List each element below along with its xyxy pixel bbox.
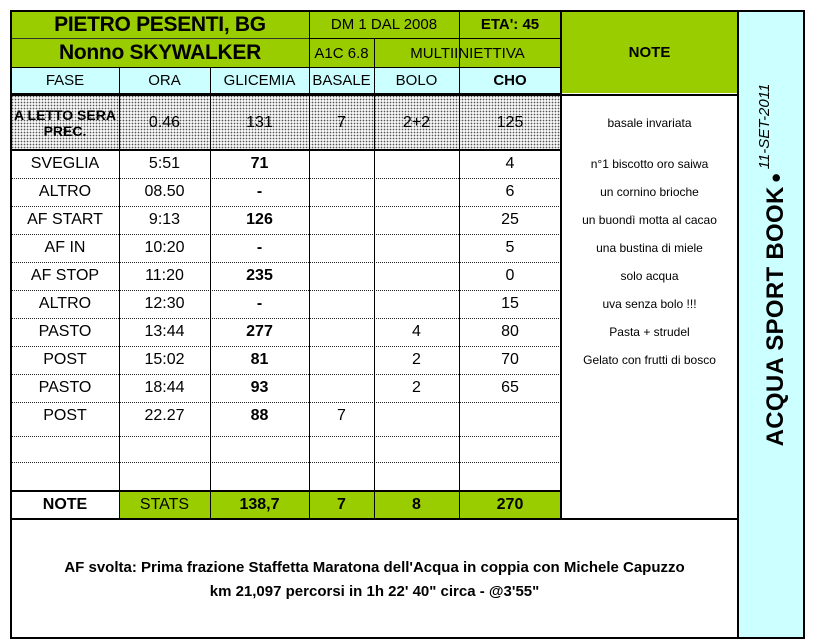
row-note: Pasta + strudel: [609, 325, 690, 339]
footer-note: [11, 556, 738, 608]
previous-night-basale: 7: [337, 113, 346, 131]
row-cho: 65: [501, 379, 519, 396]
previous-night-glicemia: 131: [246, 113, 273, 131]
row-ora: 13:44: [144, 323, 185, 340]
row-basale: [309, 150, 374, 178]
row-ora: 5:51: [148, 155, 181, 172]
row-note: [561, 402, 738, 430]
row-cho: [459, 436, 561, 462]
row-bolo: [374, 436, 459, 462]
row-basale: 7: [337, 407, 346, 424]
footer-note-line-2: km 21,097 percorsi in 1h 22' 40" circa - @3'55": [209, 583, 540, 600]
stats-cho-total: 270: [496, 496, 524, 513]
row-divider: [11, 462, 561, 463]
column-divider: [374, 39, 375, 518]
row-fase: AF START: [27, 211, 103, 228]
row-basale: [309, 436, 374, 462]
row-ora: 15:02: [144, 351, 185, 368]
row-cho: 25: [501, 211, 519, 228]
row-divider: [11, 346, 561, 347]
row-basale: [309, 290, 374, 318]
column-header-basale: BASALE: [312, 71, 371, 89]
sidebar-date: 11-SET-2011: [755, 83, 773, 170]
row-basale: [309, 234, 374, 262]
row-basale: [309, 318, 374, 346]
row-glicemia: [210, 462, 309, 490]
stats-glicemia-average: 138,7: [239, 496, 280, 513]
row-bolo: [374, 206, 459, 234]
row-cho: 5: [505, 239, 515, 256]
row-ora: 18:44: [144, 379, 185, 396]
row-bolo: [374, 150, 459, 178]
therapy-type: MULTIINIETTIVA: [410, 44, 525, 62]
notes-title: NOTE: [628, 43, 671, 61]
row-bolo: [374, 290, 459, 318]
row-basale: [309, 346, 374, 374]
row-bolo: 2: [412, 379, 421, 396]
row-basale: [309, 206, 374, 234]
column-divider: [210, 67, 211, 518]
row-ora: 12:30: [144, 295, 185, 312]
stats-bolo-total: 8: [412, 496, 421, 513]
row-note: uva senza bolo !!!: [602, 297, 697, 311]
row-fase: AF STOP: [30, 267, 100, 284]
sidebar-left-border: [737, 10, 739, 639]
row-divider: [11, 262, 561, 263]
row-ora: 10:20: [144, 239, 185, 256]
row-cho: [459, 402, 561, 430]
row-basale: [309, 462, 374, 490]
stats-basale-total: 7: [337, 496, 346, 513]
row-note: [561, 436, 738, 462]
row-glicemia: 88: [250, 407, 269, 424]
row-cho: 80: [501, 323, 519, 340]
row-fase: PASTO: [38, 379, 92, 396]
sheet-right-border: [803, 10, 805, 639]
row-divider: [11, 234, 561, 235]
row-ora: 11:20: [145, 267, 184, 284]
row-note: [561, 374, 738, 402]
row-ora: 9:13: [148, 211, 181, 228]
sheet-left-border: [10, 10, 12, 639]
row-cho: 6: [505, 183, 515, 200]
row-glicemia: [210, 436, 309, 462]
sheet-bottom-border: [10, 637, 804, 639]
footer-note-line-1: AF svolta: Prima frazione Staffetta Maratona dell'Acqua in coppia con Michele Capuzzo: [64, 559, 685, 576]
row-fase: POST: [43, 407, 87, 424]
row-glicemia: 81: [250, 351, 269, 368]
row-glicemia: 277: [246, 323, 273, 340]
first-row-bottom-border: [10, 149, 562, 151]
row-cho: [459, 462, 561, 490]
row-glicemia: 71: [250, 155, 269, 172]
row-fase: [11, 462, 119, 490]
column-divider: [119, 67, 120, 518]
patient-name: PIETRO PESENTI, BG: [54, 13, 266, 36]
row-divider: [11, 178, 561, 179]
sidebar-bullet: •: [760, 173, 791, 183]
column-header-cho: CHO: [493, 71, 527, 89]
row-fase: [11, 436, 119, 462]
row-fase: ALTRO: [38, 183, 92, 200]
column-header-glicemia: GLICEMIA: [223, 71, 296, 89]
row-divider: [11, 402, 561, 403]
header-line-columns: [11, 67, 561, 68]
row-note: una bustina di miele: [596, 241, 703, 255]
row-glicemia: 93: [250, 379, 269, 396]
patient-age: ETA': 45: [480, 16, 540, 33]
row-bolo: [374, 262, 459, 290]
row-note: Gelato con frutti di bosco: [583, 353, 716, 367]
row-divider: [11, 374, 561, 375]
row-cho: 4: [505, 155, 515, 172]
row-bolo: [374, 234, 459, 262]
header-line-name: [11, 38, 309, 39]
row-divider: [11, 318, 561, 319]
row-basale: [309, 178, 374, 206]
row-glicemia: -: [256, 295, 263, 312]
previous-night-cho: 125: [496, 113, 524, 131]
a1c-value: A1C 6.8: [314, 44, 369, 62]
row-cho: 70: [501, 351, 519, 368]
row-fase: PASTO: [38, 323, 92, 340]
row-glicemia: 126: [246, 211, 273, 228]
row-ora: [119, 462, 210, 490]
row-fase: POST: [43, 351, 87, 368]
previous-night-fase: A LETTO SERA PREC.: [14, 106, 116, 139]
row-cho: 0: [505, 267, 515, 284]
row-note: [561, 462, 738, 490]
row-divider: [11, 290, 561, 291]
row-ora: 22.27: [144, 407, 185, 424]
row-glicemia: -: [256, 183, 263, 200]
column-header-bolo: BOLO: [395, 71, 438, 89]
row-bolo: [374, 462, 459, 490]
row-note: un buondì motta al cacao: [582, 213, 717, 227]
stats-label: STATS: [139, 496, 190, 513]
sheet-top-border: [10, 10, 804, 12]
row-bolo: [374, 178, 459, 206]
row-divider: [11, 436, 561, 437]
row-fase: AF IN: [44, 239, 86, 256]
diagnosis-date: DM 1 DAL 2008: [330, 16, 438, 33]
column-header-fase: FASE: [45, 71, 85, 89]
row-ora: [119, 436, 210, 462]
row-note: solo acqua: [620, 269, 679, 283]
row-note: n°1 biscotto oro saiwa: [590, 157, 709, 171]
row-bolo: 2: [412, 351, 421, 368]
row-glicemia: -: [256, 239, 263, 256]
row-glicemia: 235: [246, 267, 273, 284]
row-cho: 15: [501, 295, 519, 312]
row-basale: [309, 262, 374, 290]
column-divider: [309, 11, 310, 518]
row-note: un cornino brioche: [600, 185, 699, 199]
previous-night-note: basale invariata: [607, 115, 692, 130]
column-header-ora: ORA: [148, 71, 181, 89]
row-ora: 08.50: [144, 183, 185, 200]
column-divider: [459, 11, 460, 518]
previous-night-ora: 0.46: [148, 113, 181, 131]
notes-left-border: [560, 10, 562, 519]
stats-top-border: [10, 490, 562, 492]
sidebar-title: ACQUA SPORT BOOK: [762, 186, 789, 447]
previous-night-bolo: 2+2: [402, 113, 431, 131]
row-bolo: [374, 402, 459, 430]
row-fase: ALTRO: [38, 295, 92, 312]
row-basale: [309, 374, 374, 402]
row-fase: SVEGLIA: [30, 155, 100, 172]
header-line-top-right: [309, 38, 561, 39]
stats-note-label: NOTE: [42, 496, 88, 513]
patient-nickname: Nonno SKYWALKER: [59, 41, 261, 64]
stats-bottom-border: [10, 518, 739, 520]
row-bolo: 4: [412, 323, 421, 340]
sidebar-title-block: [754, 0, 798, 530]
row-divider: [11, 206, 561, 207]
